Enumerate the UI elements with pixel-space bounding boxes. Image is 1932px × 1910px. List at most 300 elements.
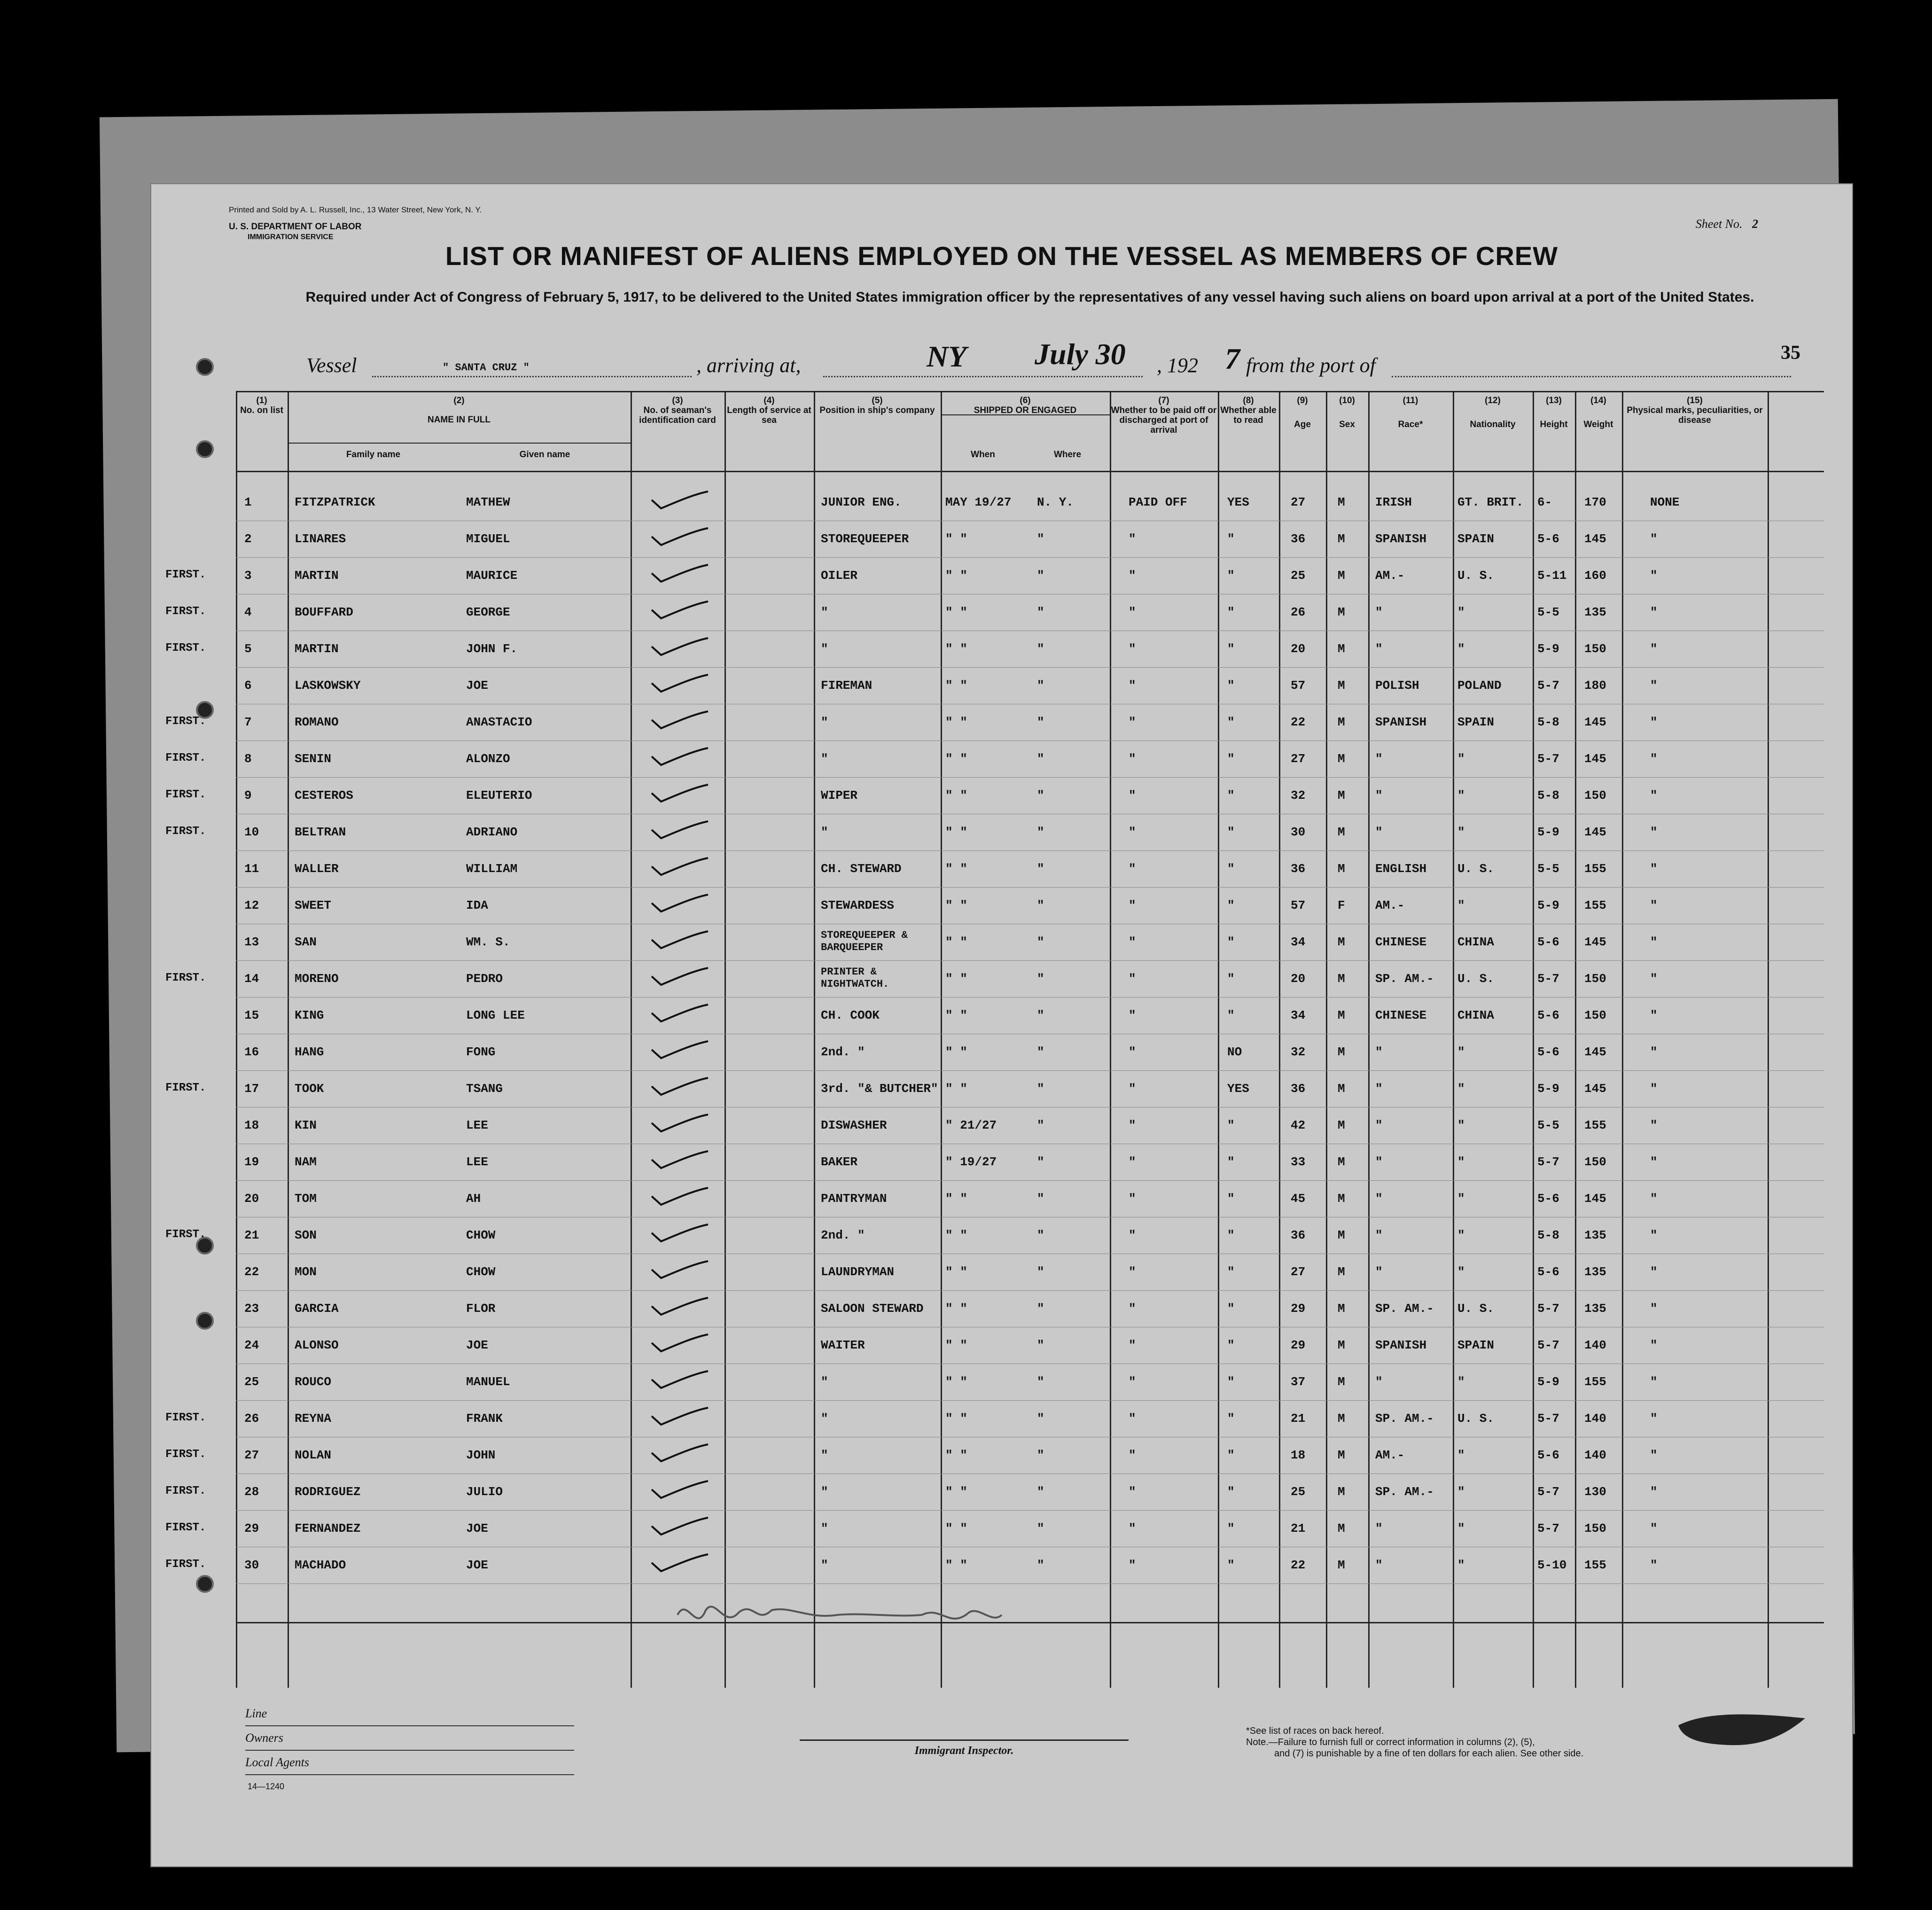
able-to-read: " [1227,1375,1235,1389]
shipped-when: " " [945,1338,967,1352]
table-row [236,485,1824,522]
nationality: CHINA [1457,935,1495,949]
paid-off: " [1129,1155,1136,1169]
row-rule [236,960,1824,961]
physical-marks: " [1650,1375,1658,1389]
row-number: 28 [244,1485,259,1499]
nationality: " [1457,605,1465,619]
family-name: ROUCO [295,1375,332,1389]
check-mark-icon [649,856,710,877]
weight: 135 [1584,1265,1606,1279]
shipped-when: " " [945,788,967,803]
able-to-read: " [1227,825,1235,839]
col-header-nationality: (12) Nationality [1470,396,1516,429]
weight: 145 [1584,715,1606,729]
class-marker: FIRST. [165,1411,206,1424]
weight: 145 [1584,825,1606,839]
physical-marks: " [1650,825,1658,839]
col-header-age: (9) Age [1294,396,1311,429]
line-field: Line [245,1702,574,1726]
table-row [236,668,1824,705]
able-to-read: " [1227,788,1235,803]
shipped-where: " [1037,642,1044,656]
shipped-where: " [1037,715,1044,729]
sex: M [1338,532,1345,546]
check-mark-icon [649,1259,710,1280]
row-rule [236,1510,1824,1511]
name-divider [288,443,631,444]
class-marker: FIRST. [165,715,206,728]
position: " [821,715,828,729]
shipped-where: " [1037,898,1044,912]
row-rule [236,1473,1824,1474]
paid-off: " [1129,605,1136,619]
height: 5-5 [1537,605,1559,619]
height: 5-6 [1537,1045,1559,1059]
height: 5-11 [1537,569,1567,583]
table-row [236,1108,1824,1145]
inspector-signature [668,1587,1006,1643]
shipped-where: " [1037,1192,1044,1206]
height: 5-7 [1537,1411,1559,1426]
paid-off: " [1129,715,1136,729]
races-note: *See list of races on back hereof. [1246,1726,1384,1736]
sex: M [1338,1265,1345,1279]
row-rule [236,887,1824,888]
family-name: MON [295,1265,317,1279]
sex: M [1338,678,1345,693]
shipped-when: " " [945,752,967,766]
nationality: " [1457,1155,1465,1169]
shipped-where: " [1037,1521,1044,1536]
row-number: 6 [244,678,252,693]
family-name: SON [295,1228,317,1242]
physical-marks: " [1650,1192,1658,1206]
shipped-where: " [1037,1448,1044,1462]
col-header-height: (13) Height [1540,396,1568,429]
position: FIREMAN [821,678,873,693]
sex: M [1338,495,1345,509]
physical-marks: " [1650,1448,1658,1462]
weight: 150 [1584,788,1606,803]
paid-off: " [1129,1082,1136,1096]
able-to-read: " [1227,1302,1235,1316]
position: WIPER [821,788,858,803]
paid-off: " [1129,1375,1136,1389]
family-name: BELTRAN [295,825,346,839]
age: 42 [1291,1118,1306,1132]
vessel-label: Vessel [306,354,357,377]
able-to-read: " [1227,569,1235,583]
physical-marks: " [1650,1045,1658,1059]
given-name: ADRIANO [466,825,518,839]
weight: 135 [1584,605,1606,619]
shipped-where: " [1037,972,1044,986]
row-number: 24 [244,1338,259,1352]
paid-off: " [1129,1485,1136,1499]
class-marker: FIRST. [165,972,206,984]
page-title: LIST OR MANIFEST OF ALIENS EMPLOYED ON THE VESSEL AS MEMBERS OF CREW [445,241,1558,271]
sex: M [1338,862,1345,876]
age: 29 [1291,1338,1306,1352]
family-name: LASKOWSKY [295,678,361,693]
nationality: " [1457,1448,1465,1462]
race: " [1375,605,1383,619]
class-marker: FIRST. [165,825,206,838]
paid-off: " [1129,1302,1136,1316]
family-name: NAM [295,1155,317,1169]
sex: M [1338,1375,1345,1389]
height: 5-7 [1537,972,1559,986]
height: 5-7 [1537,1338,1559,1352]
col-header-name: (2) NAME IN FULL [427,396,491,425]
given-name: JOE [466,1521,488,1536]
header-bottom-border [236,471,1824,472]
race: IRISH [1375,495,1412,509]
family-name: RODRIGUEZ [295,1485,361,1499]
paid-off: " [1129,862,1136,876]
nationality: " [1457,642,1465,656]
position: DISWASHER [821,1118,887,1132]
height: 5-7 [1537,1485,1559,1499]
shipped-when: " " [945,898,967,912]
physical-marks: " [1650,972,1658,986]
position: " [821,1521,828,1536]
given-name: JOE [466,678,488,693]
shipped-when: " " [945,1082,967,1096]
shipped-when: " " [945,1411,967,1426]
position: CH. COOK [821,1008,880,1022]
physical-marks: " [1650,752,1658,766]
from-port-line [1392,376,1791,377]
position: " [821,642,828,656]
position: JUNIOR ENG. [821,495,902,509]
check-mark-icon [649,1076,710,1097]
arriving-line [823,376,1143,377]
age: 22 [1291,715,1306,729]
penalty-note: Note.—Failure to furnish full or correct information in columns (2), (5), [1246,1737,1535,1747]
row-number: 29 [244,1521,259,1536]
shipped-where: " [1037,788,1044,803]
check-mark-icon [649,600,710,621]
given-name: FLOR [466,1302,496,1316]
age: 27 [1291,1265,1306,1279]
height: 5-5 [1537,1118,1559,1132]
age: 26 [1291,605,1306,619]
nationality: SPAIN [1457,1338,1495,1352]
race: SP. AM.- [1375,972,1434,986]
table-row [236,1035,1824,1071]
height: 5-5 [1537,862,1559,876]
shipped-when: " " [945,642,967,656]
row-number: 18 [244,1118,259,1132]
position: " [821,1448,828,1462]
inspector-label: Immigrant Inspector. [800,1739,1129,1757]
race: POLISH [1375,678,1419,693]
row-number: 12 [244,898,259,912]
shipped-when: " " [945,1045,967,1059]
check-mark-icon [649,526,710,547]
position: WAITER [821,1338,865,1352]
paid-off: " [1129,1045,1136,1059]
row-number: 30 [244,1558,259,1572]
nationality: " [1457,1118,1465,1132]
crew-table [165,391,1824,1688]
shipped-where: " [1037,1338,1044,1352]
shipped-when: " " [945,1521,967,1536]
height: 5-8 [1537,788,1559,803]
able-to-read: " [1227,1521,1235,1536]
col-header-service: (4) Length of service at sea [727,396,811,425]
row-number: 5 [244,642,252,656]
physical-marks: " [1650,642,1658,656]
table-row [165,631,1824,668]
row-rule [236,1070,1824,1071]
table-row [165,815,1824,851]
race: SP. AM.- [1375,1411,1434,1426]
paid-off: " [1129,1008,1136,1022]
nationality: U. S. [1457,972,1495,986]
given-name: LONG LEE [466,1008,525,1022]
sex: M [1338,972,1345,986]
check-mark-icon [649,1113,710,1134]
position: SALOON STEWARD [821,1302,924,1316]
paid-off: " [1129,1192,1136,1206]
shipped-where: " [1037,1045,1044,1059]
table-top-border [236,391,1824,392]
sheet-number [1696,217,1758,231]
race: SP. AM.- [1375,1485,1434,1499]
paid-off: " [1129,532,1136,546]
race: " [1375,1521,1383,1536]
able-to-read: " [1227,678,1235,693]
weight: 155 [1584,898,1606,912]
check-mark-icon [649,636,710,657]
year-value: 7 [1225,342,1240,375]
table-row [236,851,1824,888]
check-mark-icon [649,1333,710,1354]
col-header-where: Where [1053,450,1082,460]
weight: 155 [1584,862,1606,876]
shipped-where: " [1037,1485,1044,1499]
class-marker: FIRST. [165,1228,206,1241]
class-marker: FIRST. [165,1082,206,1094]
able-to-read: " [1227,1192,1235,1206]
class-marker: FIRST. [165,605,206,618]
given-name: WM. S. [466,935,510,949]
able-to-read: " [1227,898,1235,912]
shipped-where: " [1037,935,1044,949]
sex: M [1338,788,1345,803]
position: " [821,605,828,619]
physical-marks: " [1650,715,1658,729]
sex: M [1338,1082,1345,1096]
age: 25 [1291,569,1306,583]
given-name: ANASTACIO [466,715,532,729]
race: SPANISH [1375,1338,1427,1352]
nationality: " [1457,1521,1465,1536]
shipped-where: N. Y. [1037,495,1074,509]
age: 36 [1291,862,1306,876]
shipped-where: " [1037,1082,1044,1096]
race: " [1375,1375,1383,1389]
age: 25 [1291,1485,1306,1499]
position: LAUNDRYMAN [821,1265,895,1279]
given-name: TSANG [466,1082,503,1096]
nationality: " [1457,898,1465,912]
race: " [1375,1558,1383,1572]
physical-marks: " [1650,605,1658,619]
table-row [236,1328,1824,1364]
check-mark-icon [649,1296,710,1317]
nationality: " [1457,752,1465,766]
nationality: " [1457,1558,1465,1572]
shipped-where: " [1037,678,1044,693]
age: 21 [1291,1521,1306,1536]
sex: M [1338,1411,1345,1426]
paid-off: " [1129,752,1136,766]
able-to-read: " [1227,935,1235,949]
race: " [1375,1082,1383,1096]
age: 27 [1291,752,1306,766]
check-mark-icon [649,1479,710,1500]
binder-hole [196,440,214,458]
shipped-when: " 21/27 [945,1118,997,1132]
check-mark-icon [649,709,710,731]
weight: 145 [1584,752,1606,766]
shipped-when: " " [945,1485,967,1499]
check-mark-icon [649,783,710,804]
given-name: MIGUEL [466,532,510,546]
race: ENGLISH [1375,862,1427,876]
row-number: 3 [244,569,252,583]
row-rule [236,850,1824,851]
position: STOREQUEEPER & BARQUEEPER [821,929,908,953]
race: AM.- [1375,898,1405,912]
row-number: 16 [244,1045,259,1059]
row-rule [236,997,1824,998]
height: 5-8 [1537,715,1559,729]
family-name: REYNA [295,1411,332,1426]
able-to-read: " [1227,1118,1235,1132]
shipped-when: " " [945,1302,967,1316]
check-mark-icon [649,1039,710,1060]
age: 57 [1291,678,1306,693]
given-name: WILLIAM [466,862,518,876]
row-number: 23 [244,1302,259,1316]
binder-hole [196,1575,214,1593]
given-name: JULIO [466,1485,503,1499]
height: 5-6 [1537,532,1559,546]
sex: M [1338,569,1345,583]
shipped-where: " [1037,1302,1044,1316]
shipped-where: " [1037,1228,1044,1242]
check-mark-icon [649,1552,710,1574]
paid-off: " [1129,1411,1136,1426]
weight: 150 [1584,1008,1606,1022]
weight: 150 [1584,1521,1606,1536]
race: SPANISH [1375,532,1427,546]
given-name: PEDRO [466,972,503,986]
race: " [1375,1192,1383,1206]
paid-off: " [1129,1558,1136,1572]
race: AM.- [1375,569,1405,583]
nationality: POLAND [1457,678,1502,693]
paid-off: " [1129,972,1136,986]
sheet-value: 2 [1752,217,1758,231]
row-number: 17 [244,1082,259,1096]
able-to-read: " [1227,1265,1235,1279]
paid-off: PAID OFF [1129,495,1187,509]
shipped-where: " [1037,1411,1044,1426]
class-marker: FIRST. [165,569,206,581]
given-name: IDA [466,898,488,912]
from-port-label: from the port of [1246,354,1376,377]
position: " [821,752,828,766]
sex: M [1338,715,1345,729]
col-header-family-name: Family name [346,450,401,460]
table-row [236,1291,1824,1328]
table-row [165,1401,1824,1438]
shipped-where: " [1037,825,1044,839]
row-rule [236,1400,1824,1401]
given-name: CHOW [466,1265,496,1279]
paid-off: " [1129,788,1136,803]
sex: M [1338,1558,1345,1572]
col-header-id-card: (3) No. of seaman's identification card [639,396,716,425]
age: 30 [1291,825,1306,839]
age: 29 [1291,1302,1306,1316]
physical-marks: " [1650,788,1658,803]
col-header-weight: (14) Weight [1583,396,1613,429]
sheet-label: Sheet No. [1695,217,1743,231]
col-header-paid-off: (7) Whether to be paid off or discharged at port of arrival [1111,396,1217,435]
able-to-read: " [1227,1411,1235,1426]
check-mark-icon [649,746,710,767]
position: STEWARDESS [821,898,895,912]
able-to-read: " [1227,532,1235,546]
able-to-read: " [1227,605,1235,619]
paid-off: " [1129,1338,1136,1352]
paid-off: " [1129,898,1136,912]
age: 36 [1291,1228,1306,1242]
nationality: " [1457,1082,1465,1096]
owners-field: Owners [245,1726,574,1751]
arrival-date: July 30 [1035,337,1126,371]
age: 34 [1291,1008,1306,1022]
race: " [1375,1155,1383,1169]
row-rule [236,1290,1824,1291]
weight: 135 [1584,1228,1606,1242]
shipped-when: " " [945,935,967,949]
check-mark-icon [649,1442,710,1464]
shipped-where: " [1037,605,1044,619]
given-name: GEORGE [466,605,510,619]
row-number: 20 [244,1192,259,1206]
sex: M [1338,642,1345,656]
row-number: 19 [244,1155,259,1169]
form-number: 14—1240 [248,1782,285,1791]
sex: M [1338,1485,1345,1499]
check-mark-icon [649,1223,710,1244]
col-header-race: (11) Race* [1398,396,1423,429]
row-number: 14 [244,972,259,986]
paid-off: " [1129,678,1136,693]
nationality: " [1457,1045,1465,1059]
shipped-where: " [1037,1155,1044,1169]
table-bottom-border [236,1622,1824,1623]
table-row [165,595,1824,631]
